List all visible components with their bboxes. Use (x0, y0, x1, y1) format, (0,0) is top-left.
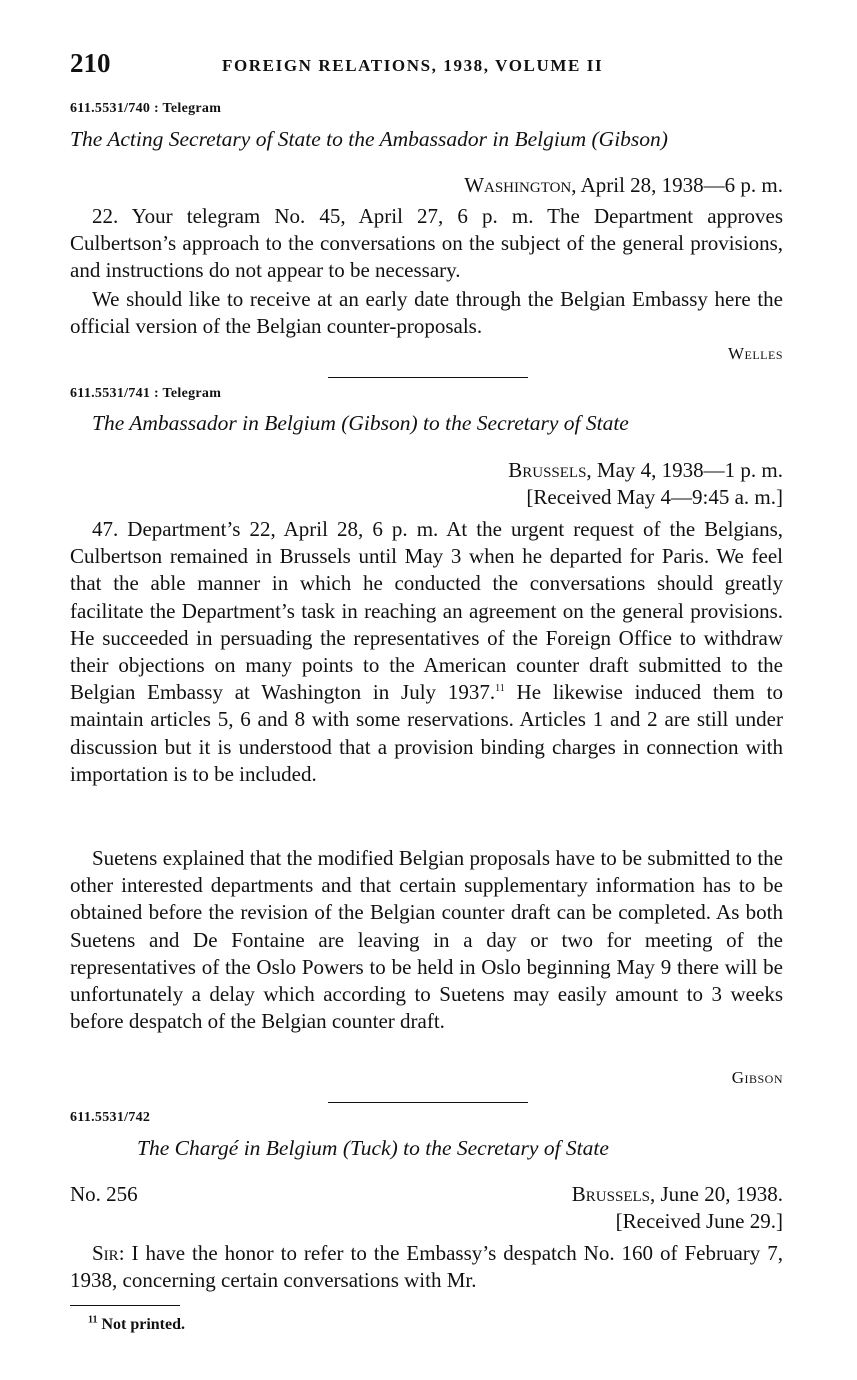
dateline (464, 173, 783, 198)
section-divider (328, 377, 528, 378)
dateline-date: , April 28, 1938—6 p. m. (571, 173, 783, 197)
running-head (70, 48, 783, 84)
paragraph-text: He likewise induced them to maintain articles 5, 6 and 8 with some reservations. Articles 1 and 2 are still under discussion but it is understood that a provision binding charges in connection with importation is to be included. (70, 680, 783, 786)
file-reference: 611.5531/741 : Telegram (70, 386, 222, 401)
body-paragraph (70, 516, 783, 788)
received-line: [Received June 29.] (615, 1209, 783, 1233)
salutation: Sir (92, 1241, 119, 1265)
despatch-number: No. 256 (70, 1182, 138, 1206)
page-number: 210 (70, 48, 111, 78)
footnote-marker: 11 (88, 1314, 98, 1326)
body-paragraph: Suetens explained that the modified Belgian proposals have to be submitted to the other interested departments and that certain supplementary information has to be obtained before the revision of the Belgian counter draft can be completed. As both Suetens and De Fontaine are leaving in a day or two for meeting of the representatives of the Oslo Powers to be held in Oslo beginning May 9 there will be unfortunately a delay which according to Suetens may easily amount to 3 weeks before despatch of the Belgian counter draft. (70, 846, 783, 1034)
dateline-date: , May 4, 1938—1 p. m. (586, 458, 783, 482)
footnote-divider (70, 1305, 180, 1306)
body-paragraph (70, 1240, 783, 1294)
received-line: [Received May 4—9:45 a. m.] (526, 485, 783, 509)
dateline-place: Washington (464, 173, 572, 197)
dateline-date: , June 20, 1938. (650, 1182, 783, 1206)
body-paragraph: We should like to receive at an early date through the Belgian Embassy here the official version of the Belgian counter-proposals. (70, 287, 783, 339)
running-title: FOREIGN RELATIONS, 1938, VOLUME II (222, 56, 604, 75)
document-title: The Acting Secretary of State to the Ambassador in Belgium (Gibson) (70, 127, 668, 151)
document-title: The Chargé in Belgium (Tuck) to the Secretary of State (137, 1136, 609, 1160)
document-title: The Ambassador in Belgium (Gibson) to the Secretary of State (92, 411, 629, 435)
footnote-text: Not printed. (101, 1316, 186, 1333)
dateline-place: Brussels (508, 458, 587, 482)
signature: Gibson (731, 1068, 783, 1087)
footnote-marker: 11 (495, 683, 505, 695)
dateline (508, 458, 783, 483)
signature: Welles (727, 344, 783, 363)
body-paragraph: 22. Your telegram No. 45, April 27, 6 p. m. The Department approves Culbertson’s approach to the conversations on the subject of the general provisions, and instructions do not appear to be necessary. (70, 204, 783, 283)
paragraph-text: : I have the honor to refer to the Embassy’s despatch No. 160 of February 7, 1938, concerning certain conversations with Mr. (70, 1241, 783, 1293)
paragraph-text: 47. Department’s 22, April 28, 6 p. m. At the urgent request of the Belgians, Culbertson remained in Brussels until May 3 when he departed for Paris. We feel that the able manner in which he conducted the conversations should greatly facilitate the Department’s task in reaching an agreement on the general provisions. He succeeded in persuading the representatives of the Foreign Office to withdraw their objections on many points to the American counter draft submitted to the Belgian Embassy at Washington in July 1937. (70, 517, 783, 705)
dateline (572, 1182, 783, 1207)
section-divider (328, 1102, 528, 1103)
file-reference: 611.5531/742 (70, 1110, 151, 1125)
file-reference: 611.5531/740 : Telegram (70, 101, 222, 116)
dateline-place: Brussels (571, 1182, 650, 1206)
footnote (88, 1316, 185, 1334)
